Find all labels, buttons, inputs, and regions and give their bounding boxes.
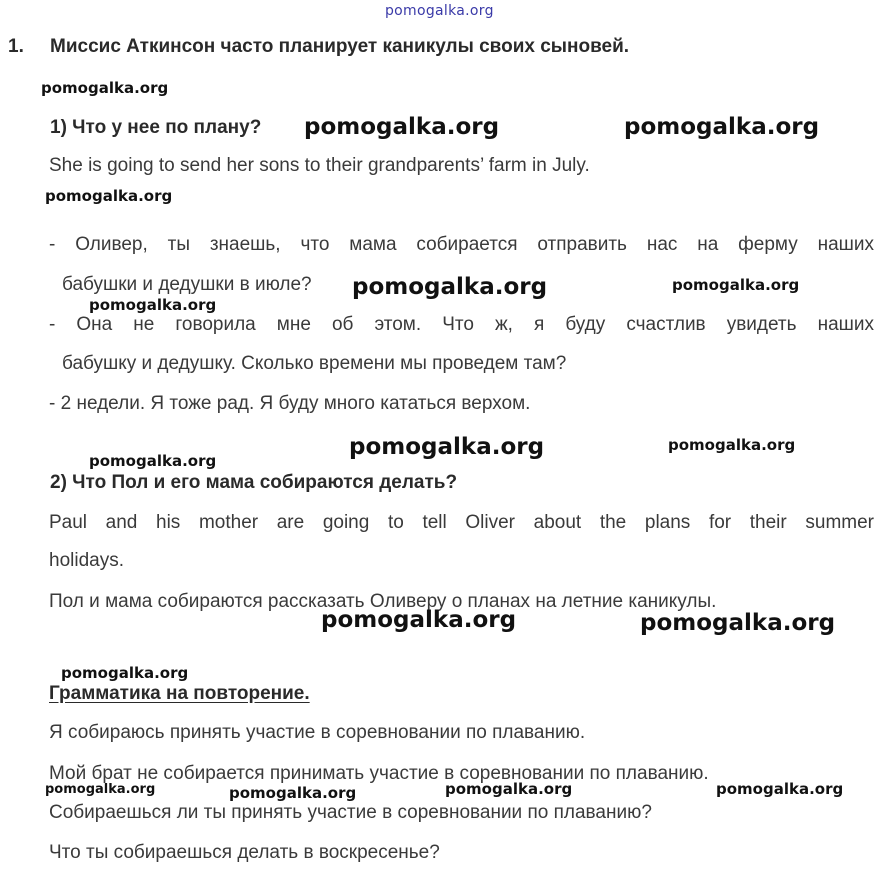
question-2-heading: 2) Что Пол и его мама собираются делать? [50,472,458,493]
watermark-top: pomogalka.org [385,3,494,19]
grammar-line-4: Что ты собираешься делать в воскресенье? [49,842,440,863]
watermark: pomogalka.org [672,276,800,294]
grammar-line-1: Я собираюсь принять участие в соревновании по плаванию. [49,722,586,743]
watermark: pomogalka.org [89,452,217,470]
watermark: pomogalka.org [640,610,836,636]
exercise-title: Миссис Аткинсон часто планирует каникулы своих сыновей. [50,36,630,57]
watermark: pomogalka.org [45,782,156,797]
watermark: pomogalka.org [41,79,169,97]
watermark: pomogalka.org [89,296,217,314]
question-2-answer-line-1: Paul and his mother are going to tell Oliver about the plans for their summer [49,512,874,533]
watermark: pomogalka.org [668,436,796,454]
question-2-answer-line-2: holidays. [49,550,124,571]
dialogue-line-3: - Она не говорила мне об этом. Что ж, я буду счастлив увидеть наших [49,314,874,335]
question-1-answer: She is going to send her sons to their grandparents’ farm in July. [49,155,590,176]
watermark: pomogalka.org [624,114,820,140]
watermark: pomogalka.org [445,780,573,798]
watermark: pomogalka.org [349,434,545,460]
dialogue-line-1: - Оливер, ты знаешь, что мама собирается отправить нас на ферму наших [49,234,874,255]
watermark: pomogalka.org [716,780,844,798]
dialogue-line-2: бабушки и дедушки в июле? [62,274,312,295]
watermark: pomogalka.org [229,784,357,802]
exercise-number: 1. [8,36,24,57]
watermark: pomogalka.org [304,114,500,140]
grammar-line-2: Мой брат не собирается принимать участие в соревновании по плаванию. [49,763,709,784]
question-2-translation: Пол и мама собираются рассказать Оливеру о планах на летние каникулы. [49,591,717,612]
watermark: pomogalka.org [45,187,173,205]
dialogue-line-4: бабушку и дедушку. Сколько времени мы проведем там? [62,353,567,374]
grammar-line-3: Собираешься ли ты принять участие в соревновании по плаванию? [49,802,652,823]
dialogue-line-5: - 2 недели. Я тоже рад. Я буду много кататься верхом. [49,393,531,414]
question-1-heading: 1) Что у нее по плану? [50,117,262,138]
grammar-heading: Грамматика на повторение. [49,683,310,704]
watermark: pomogalka.org [352,274,548,300]
watermark: pomogalka.org [61,664,189,682]
watermark: pomogalka.org [321,607,517,633]
